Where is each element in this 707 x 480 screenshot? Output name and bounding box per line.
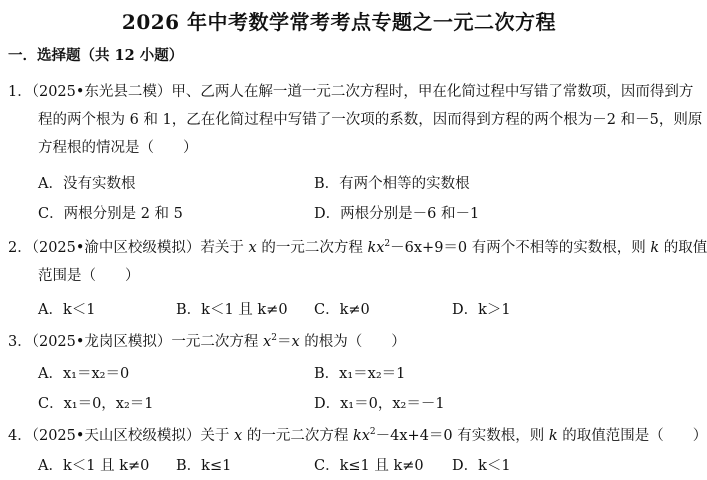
q2-eq-exponent: 2 xyxy=(384,239,391,249)
q4-mid: 的一元二次方程 xyxy=(242,428,353,444)
q2-option-b[interactable]: B．k＜1 且 k≠0 xyxy=(176,302,288,318)
q1-line-2: 程的两个根为 6 和 1，乙在化简过程中写错了一次项的系数，因而得到方程的两个根为－2 和－5，则原 xyxy=(38,112,703,128)
q3-option-b[interactable]: B．x₁＝x₂＝1 xyxy=(314,366,406,382)
q3-suffix: 的根为（ ） xyxy=(299,334,406,350)
q2-var-k: k xyxy=(650,240,660,256)
q4-option-b[interactable]: B．k≤1 xyxy=(176,458,232,474)
q2-suffix: 的取值 xyxy=(659,240,707,256)
q4-option-d[interactable]: D．k＜1 xyxy=(452,458,511,474)
q1-option-a[interactable]: A．没有实数根 xyxy=(38,176,136,192)
q1-option-d[interactable]: D．两根分别是－6 和－1 xyxy=(314,206,480,222)
q2-eq-kx: kx xyxy=(367,240,385,256)
q3-option-a[interactable]: A．x₁＝x₂＝0 xyxy=(38,366,130,382)
q3-option-d[interactable]: D．x₁＝0，x₂＝－1 xyxy=(314,396,445,412)
q4-eq-exponent: 2 xyxy=(369,427,376,437)
q1-line-1: 1．（2025•东光县二模）甲、乙两人在解一道一元二次方程时，甲在化简过程中写错了常数项，因而得到方 xyxy=(8,84,694,100)
q2-prefix: 2．（2025•渝中区校级模拟）若关于 xyxy=(8,240,249,256)
q4-var-x: x xyxy=(234,428,243,444)
q2-var-x: x xyxy=(248,240,257,256)
document-title: 2026 年中考数学常考考点专题之一元二次方程 xyxy=(121,10,557,34)
q3-prefix: 3．（2025•龙岗区模拟）一元二次方程 xyxy=(8,334,264,350)
q1-line-3: 方程根的情况是（ ） xyxy=(38,140,198,156)
q4-prefix: 4．（2025•天山区校级模拟）关于 xyxy=(8,428,235,444)
q4-eq-rest: －4x+4＝0 有实数根，则 xyxy=(375,428,549,444)
q2-line-1 xyxy=(8,236,707,257)
q3-eq-x: x xyxy=(263,334,272,350)
q2-option-a[interactable]: A．k＜1 xyxy=(38,302,96,318)
q4-suffix: 的取值范围是（ ） xyxy=(557,428,707,444)
q4-option-a[interactable]: A．k＜1 且 k≠0 xyxy=(38,458,150,474)
q2-mid: 的一元二次方程 xyxy=(256,240,368,256)
q2-option-c[interactable]: C．k≠0 xyxy=(314,302,370,318)
q1-option-c[interactable]: C．两根分别是 2 和 5 xyxy=(38,206,183,222)
q4-line-1 xyxy=(8,424,707,445)
q4-var-k: k xyxy=(548,428,558,444)
q2-eq-rest: －6x+9＝0 有两个不相等的实数根，则 xyxy=(390,240,651,256)
q3-option-c[interactable]: C．x₁＝0，x₂＝1 xyxy=(38,396,154,412)
q4-option-c[interactable]: C．k≤1 且 k≠0 xyxy=(314,458,424,474)
q3-eq-rhs: x xyxy=(291,334,300,350)
q1-option-b[interactable]: B．有两个相等的实数根 xyxy=(314,176,470,192)
q3-eq-exponent: 2 xyxy=(271,333,277,343)
q3-line-1: 3．（2025•龙岗区模拟）一元二次方程 $x^2=x$ 的根为（ ） xyxy=(8,333,406,350)
q2-option-d[interactable]: D．k＞1 xyxy=(452,302,511,318)
section-heading: 一．选择题（共 12 小题） xyxy=(8,47,184,64)
q4-eq-kx: kx xyxy=(352,428,370,444)
q2-line-2: 范围是（ ） xyxy=(38,268,140,284)
